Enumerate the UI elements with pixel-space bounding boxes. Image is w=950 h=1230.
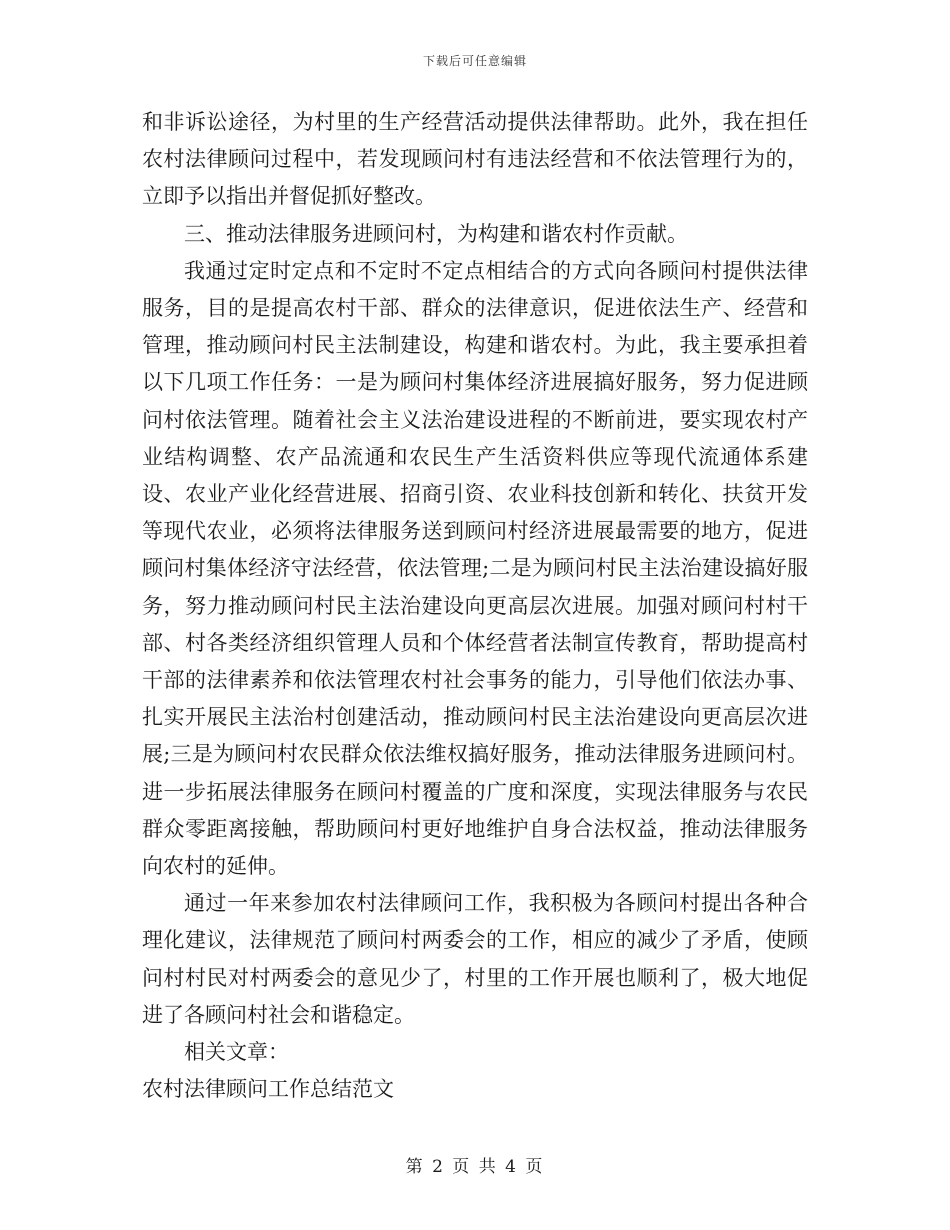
related-article-link: 农村法律顾问工作总结范文 [142,1077,394,1102]
related-articles-label: 相关文章： [184,1040,289,1065]
page-number: 第 2 页 共 4 页 [405,1157,545,1177]
section-heading-3: 三、推动法律服务进顾问村，为构建和谐农村作贡献。 [184,221,688,246]
header-note: 下载后可任意编辑 [422,54,527,68]
paragraph-4: 通过一年来参加农村法律顾问工作，我积极为各顾问村提出各种合理化建议，法律规范了顾问村两委会的工作，相应的减少了矛盾，使顾问村村民对村两委会的意见少了，村里的工作开展也顺利了，极大地促进了各顾问村社会和谐稳定。 [142,891,808,1027]
paragraph-1: 和非诉讼途径，为村里的生产经营活动提供法律帮助。此外，我在担任农村法律顾问过程中，若发现顾问村有违法经营和不依法管理行为的，立即予以指出并督促抓好整改。 [142,110,808,209]
body-content [142,104,808,1108]
paragraph-3: 我通过定时定点和不定时不定点相结合的方式向各顾问村提供法律服务，目的是提高农村干部、群众的法律意识，促进依法生产、经营和管理，推动顾问村民主法制建设，构建和谐农村。为此，我主要承担着以下几项工作任务：一是为顾问村集体经济进展搞好服务，努力促进顾问村依法管理。随着社会主义法治建设进程的不断前进，要实现农村产业结构调整、农产品流通和农民生产生活资料供应等现代流通体系建设、农业产业化经营进展、招商引资、农业科技创新和转化、扶贫开发等现代农业，必须将法律服务送到顾问村经济进展最需要的地方，促进顾问村集体经济守法经营，依法管理;二是为顾问村民主法治建设搞好服务，努力推动顾问村民主法治建设向更高层次进展。加强对顾问村村干部、村各类经济组织管理人员和个体经营者法制宣传教育，帮助提高村干部的法律素养和依法管理农村社会事务的能力，引导他们依法办事、扎实开展民主法治村创建活动，推动顾问村民主法治建设向更高层次进展;三是为顾问村农民群众依法维权搞好服务，推动法律服务进顾问村。进一步拓展法律服务在顾问村覆盖的广度和深度，实现法律服务与农民群众零距离接触，帮助顾问村更好地维护自身合法权益，推动法律服务向农村的延伸。 [142,258,808,879]
